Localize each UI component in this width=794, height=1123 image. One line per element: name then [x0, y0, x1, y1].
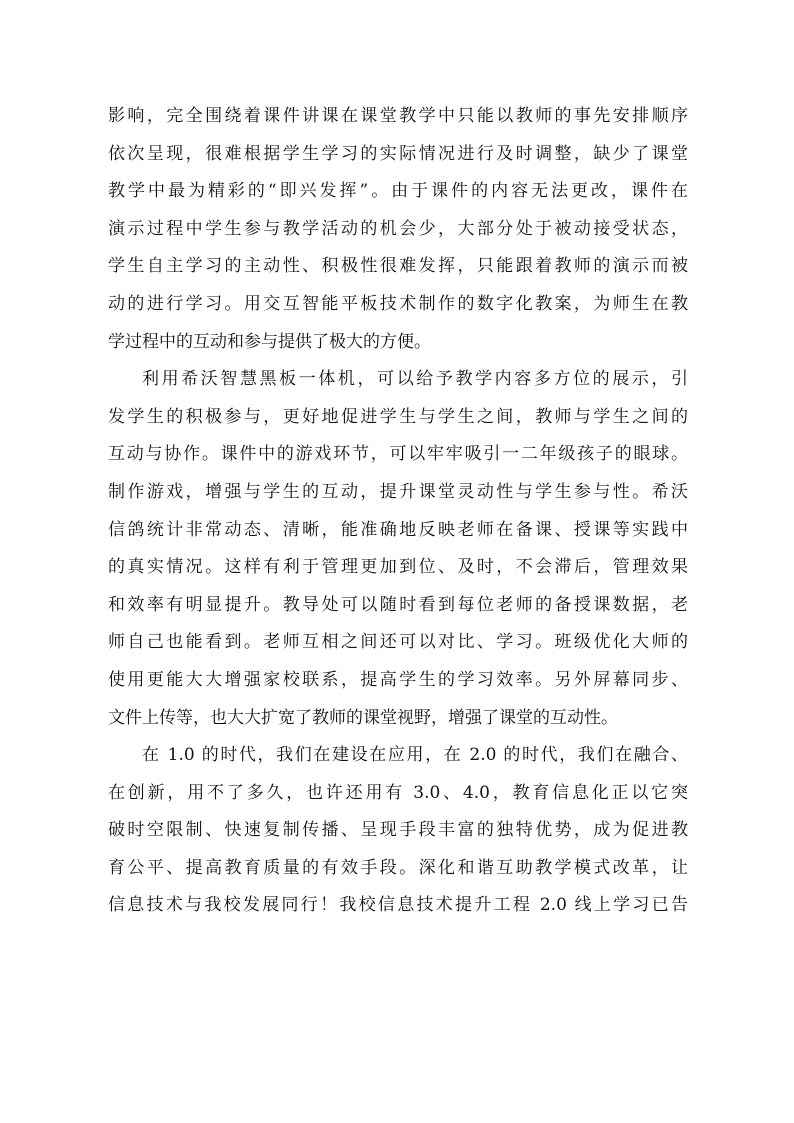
text-line: 影响，完全围绕着课件讲课在课堂教学中只能以教师的事先安排顺序: [108, 106, 688, 126]
paragraph-1: [108, 98, 688, 361]
text-line: 学过程中的互动和参与提供了极大的方便。: [108, 331, 431, 352]
document-body: [108, 98, 688, 925]
text-line: 师自己也能看到。老师互相之间还可以对比、学习。班级优化大师的: [108, 632, 688, 653]
text-line: 学生自主学习的主动性、积极性很难发挥，只能跟着教师的演示而被: [108, 256, 688, 277]
text-line: 制作游戏，增强与学生的互动，提升课堂灵动性与学生参与性。希沃: [108, 481, 688, 502]
text-line: 信息技术与我校发展同行！我校信息技术提升工程 2.0 线上学习已告: [108, 895, 688, 916]
text-line: 互动与协作。课件中的游戏环节，可以牢牢吸引一二年级孩子的眼球。: [108, 444, 688, 465]
text-line: 和效率有明显提升。教导处可以随时看到每位老师的备授课数据，老: [108, 594, 688, 615]
text-line: 在创新，用不了多久，也许还用有 3.0、4.0，教育信息化正以它突: [108, 782, 688, 803]
text-line: 使用更能大大增强家校联系，提高学生的学习效率。另外屏幕同步、: [108, 669, 688, 690]
text-line: 的真实情况。这样有利于管理更加到位、及时，不会滞后，管理效果: [108, 557, 688, 578]
text-line: 利用希沃智慧黑板一体机，可以给予教学内容多方位的展示，引: [142, 369, 688, 390]
text-line: 演示过程中学生参与教学活动的机会少，大部分处于被动接受状态，: [108, 218, 688, 239]
text-line: 发学生的积极参与，更好地促进学生与学生之间，教师与学生之间的: [108, 406, 688, 427]
text-line: 在 1.0 的时代，我们在建设在应用，在 2.0 的时代，我们在融合、: [142, 745, 688, 766]
text-line: 信鸽统计非常动态、清晰，能准确地反映老师在备课、授课等实践中: [108, 519, 688, 540]
text-line: 文件上传等，也大大扩宽了教师的课堂视野，增强了课堂的互动性。: [108, 707, 618, 728]
text-line: 教学中最为精彩的“即兴发挥”。由于课件的内容无法更改，课件在: [108, 181, 688, 202]
text-line: 破时空限制、快速复制传播、呈现手段丰富的独特优势，成为促进教: [108, 820, 688, 841]
text-line: 育公平、提高教育质量的有效手段。深化和谐互助教学模式改革，让: [108, 857, 688, 878]
paragraph-2: [108, 361, 688, 737]
text-line: 依次呈现，很难根据学生学习的实际情况进行及时调整，缺少了课堂: [108, 143, 688, 164]
paragraph-3: [108, 737, 688, 925]
text-line: 动的进行学习。用交互智能平板技术制作的数字化教案，为师生在教: [108, 293, 688, 314]
